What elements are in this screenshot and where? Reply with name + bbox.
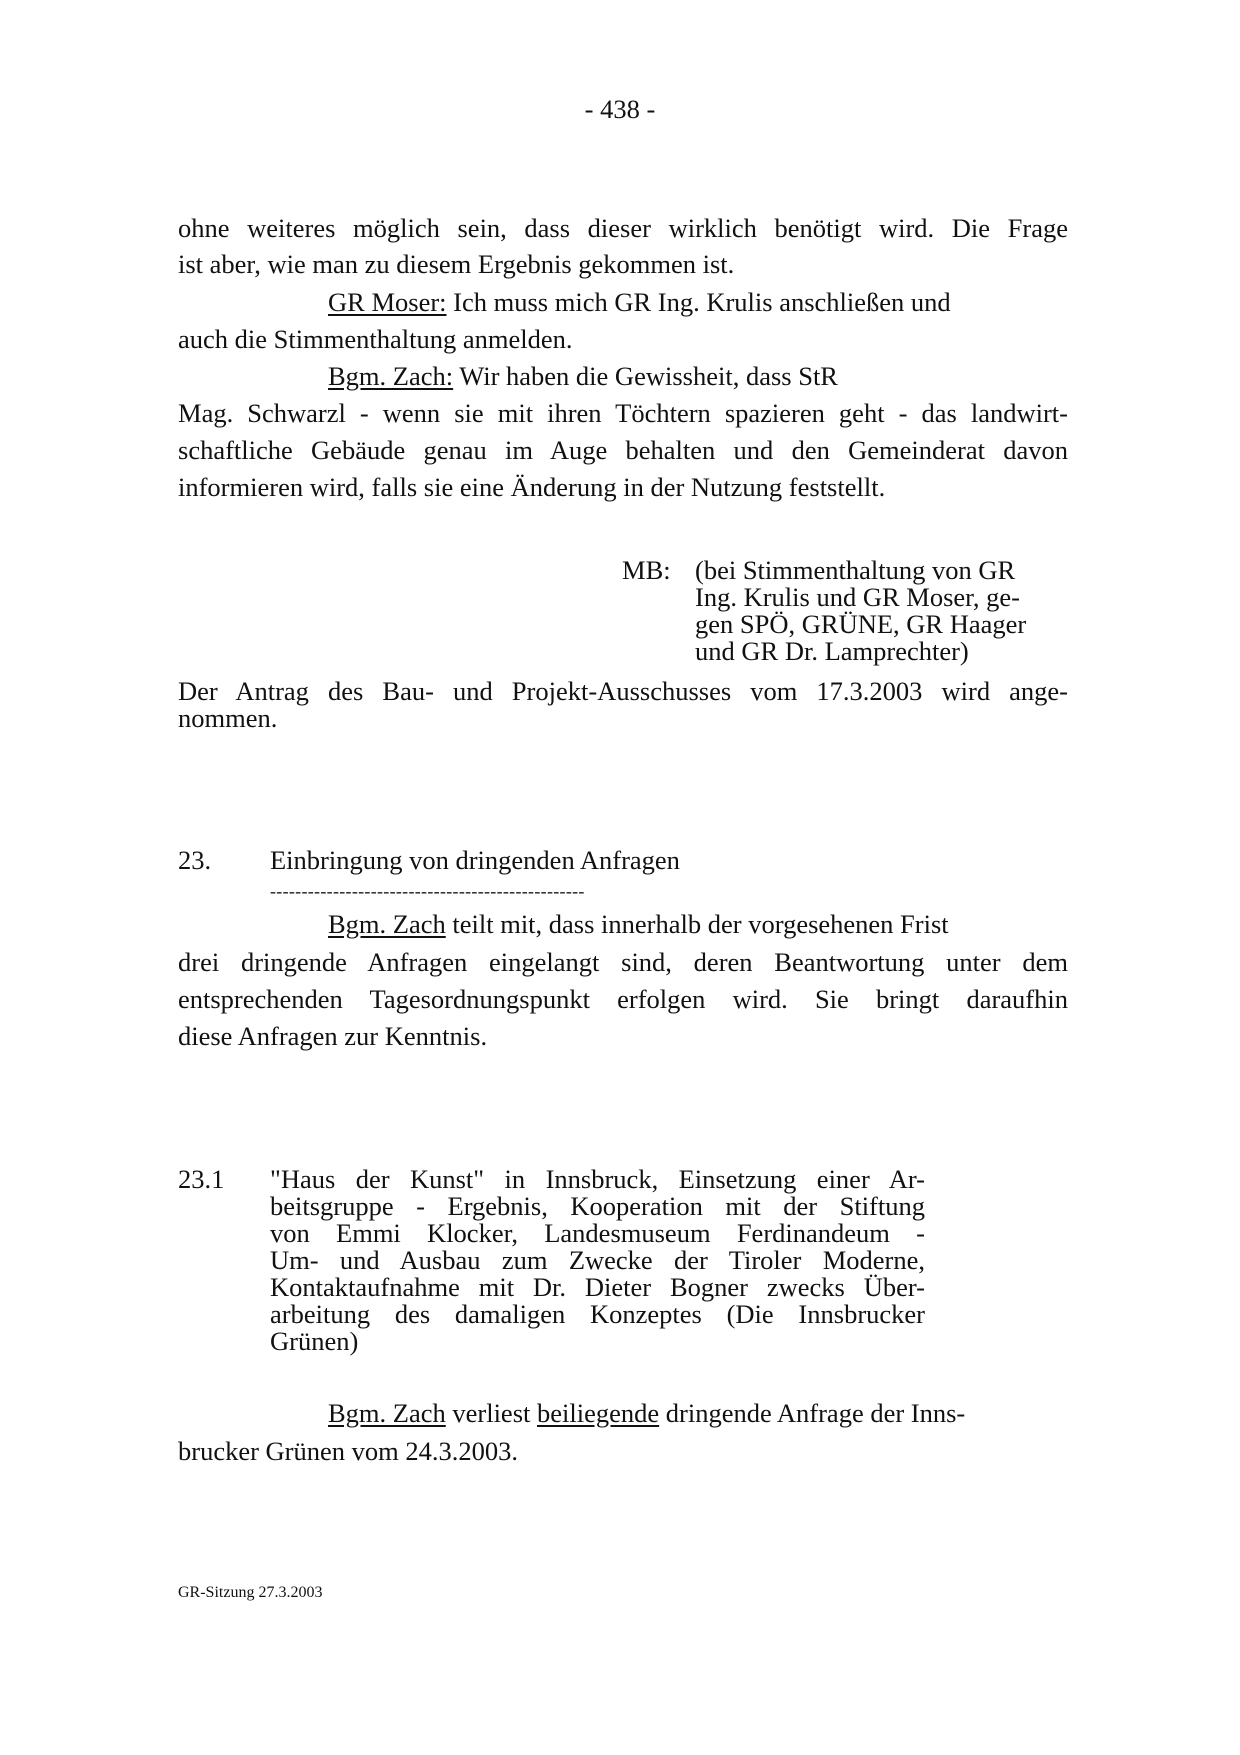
body-line: entsprechenden Tagesordnungspunkt erfolgen wird. Sie bringt daraufhin <box>178 984 1068 1014</box>
vote-line: Ing. Krulis und GR Moser, ge- <box>695 582 1021 612</box>
resolution-line: Der Antrag des Bau- und Projekt-Ausschusses vom 17.3.2003 wird ange- <box>178 676 1068 706</box>
item-title-line: Grünen) <box>270 1326 359 1356</box>
page-number: - 438 - <box>584 94 656 124</box>
vote-label: MB: <box>622 555 671 585</box>
vote-line: (bei Stimmenthaltung von GR <box>695 555 1016 585</box>
resolution-line: nommen. <box>178 703 278 733</box>
body-line: drei dringende Anfragen eingelangt sind, deren Beantwortung unter dem <box>178 947 1068 977</box>
speaker-gr-moser: GR Moser: <box>328 287 447 317</box>
body-line: ist aber, wie man zu diesem Ergebnis gekommen ist. <box>178 249 735 279</box>
speaker-bgm-zach: Bgm. Zach <box>328 1398 446 1428</box>
speaker-line: Bgm. Zach verliest beiliegende dringende Anfrage der Inns- <box>328 1398 966 1428</box>
speaker-line: GR Moser: Ich muss mich GR Ing. Krulis anschließen und <box>328 287 951 317</box>
speaker-bgm-zach: Bgm. Zach <box>328 909 446 939</box>
item-title-line: von Emmi Klocker, Landesmuseum Ferdinandeum - <box>270 1218 925 1248</box>
section-title: Einbringung von dringenden Anfragen <box>270 845 680 875</box>
speaker-line: Bgm. Zach teilt mit, dass innerhalb der vorgesehenen Frist <box>328 909 949 939</box>
body-line: informieren wird, falls sie eine Änderung in der Nutzung feststellt. <box>178 472 886 502</box>
section-number: 23.1 <box>178 1164 225 1194</box>
body-line: ohne weiteres möglich sein, dass dieser wirklich benötigt wird. Die Frage <box>178 213 1068 243</box>
body-line: brucker Grünen vom 24.3.2003. <box>178 1436 519 1466</box>
vote-line: und GR Dr. Lamprechter) <box>695 636 969 666</box>
footer: GR-Sitzung 27.3.2003 <box>178 1584 323 1601</box>
vote-line: gen SPÖ, GRÜNE, GR Haager <box>695 609 1027 639</box>
item-title-line: "Haus der Kunst" in Innsbruck, Einsetzung einer Ar- <box>270 1164 925 1194</box>
speaker-bgm-zach: Bgm. Zach: <box>328 361 454 391</box>
body-line: auch die Stimmenthaltung anmelden. <box>178 324 573 354</box>
body-line: diese Anfragen zur Kenntnis. <box>178 1021 488 1051</box>
body-line: Mag. Schwarzl - wenn sie mit ihren Töchtern spazieren geht - das landwirt- <box>178 398 1068 428</box>
item-title-line: arbeitung des damaligen Konzeptes (Die Innsbrucker <box>270 1299 925 1329</box>
attachment-reference: beiliegende <box>537 1398 660 1428</box>
item-title-line: Um- und Ausbau zum Zwecke der Tiroler Moderne, <box>270 1245 925 1275</box>
item-title-line: Kontaktaufnahme mit Dr. Dieter Bogner zwecks Über- <box>270 1272 925 1302</box>
item-title-line: beitsgruppe - Ergebnis, Kooperation mit der Stiftung <box>270 1191 925 1221</box>
speaker-line: Bgm. Zach: Wir haben die Gewissheit, dass StR <box>328 361 838 391</box>
title-underline: -------------------------------------------------- <box>270 881 585 901</box>
body-line: schaftliche Gebäude genau im Auge behalten und den Gemeinderat davon <box>178 435 1068 465</box>
section-number: 23. <box>178 845 212 875</box>
